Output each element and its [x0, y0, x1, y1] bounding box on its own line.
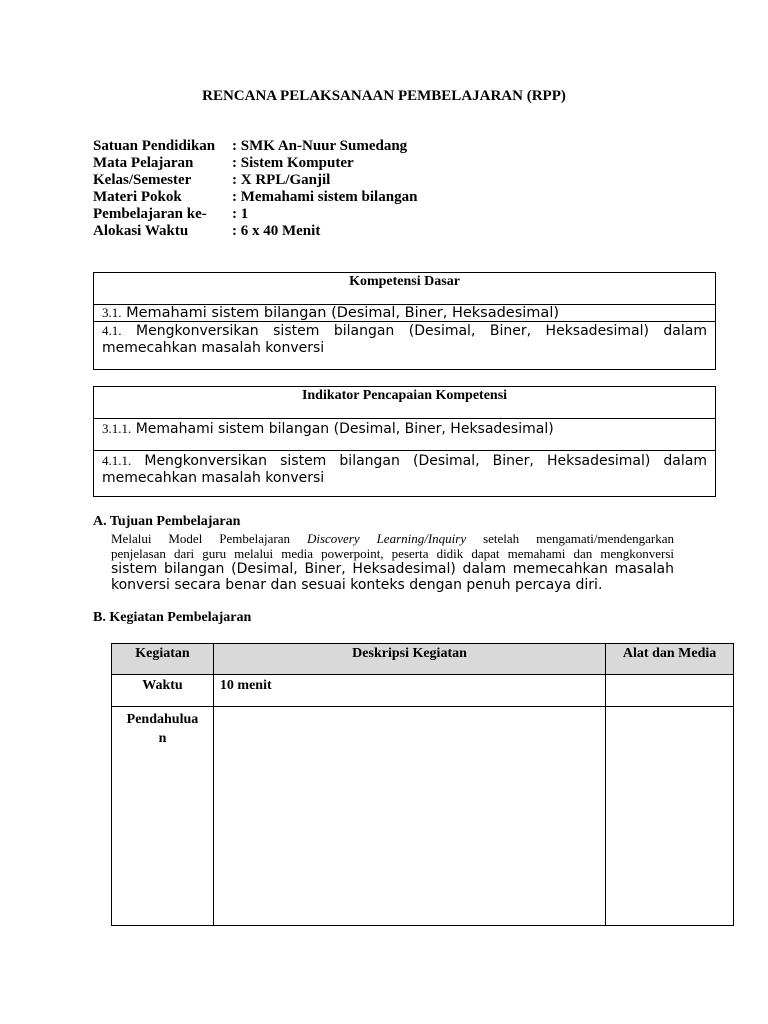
identity-value: : Sistem Komputer [232, 155, 354, 171]
identity-row [93, 138, 417, 155]
indikator-line [102, 452, 707, 470]
identity-row [93, 172, 417, 189]
kompetensi-dasar-header: Kompetensi Dasar [94, 273, 715, 305]
kompetensi-item [94, 321, 715, 369]
identity-value: : SMK An-Nuur Sumedang [232, 138, 408, 154]
identity-label: Kelas/Semester [93, 172, 192, 188]
document-title: RENCANA PELAKSANAAN PEMBELAJARAN (RPP) [202, 88, 566, 104]
kompetensi-number: 4.1. [102, 323, 122, 338]
identity-label: Mata Pelajaran [93, 155, 194, 171]
indikator-number: 4.1.1. [102, 453, 132, 468]
table-header-row [112, 644, 734, 675]
identity-value: : 1 [232, 206, 249, 222]
identity-label: Alokasi Waktu [93, 223, 189, 239]
waktu-media-cell [606, 675, 734, 707]
tujuan-text: Melalui Model Pembelajaran [111, 531, 290, 546]
pendahuluan-label [112, 707, 214, 926]
kompetensi-text: Memahami sistem bilangan (Desimal, Biner, Heksadesimal) [126, 305, 560, 321]
indikator-box [93, 386, 716, 497]
indikator-item [94, 419, 715, 450]
kompetensi-number: 3.1. [102, 305, 122, 320]
identity-row [93, 223, 417, 240]
kompetensi-item [94, 305, 715, 321]
tujuan-heading: A. Tujuan Pembelajaran [93, 514, 241, 529]
column-header-kegiatan: Kegiatan [112, 644, 214, 675]
tujuan-paragraph [111, 531, 674, 593]
identity-label: Pembelajaran ke- [93, 206, 207, 222]
table-row [112, 675, 734, 707]
tujuan-line: sistem bilangan (Desimal, Biner, Heksadesimal) dalam memecahkan masalah [111, 561, 674, 577]
kegiatan-table [111, 643, 734, 926]
kegiatan-heading: B. Kegiatan Pembelajaran [93, 610, 252, 625]
pendahuluan-deskripsi-cell [213, 707, 605, 926]
kompetensi-line [102, 322, 707, 340]
waktu-value: 10 menit [213, 675, 605, 707]
indikator-header: Indikator Pencapaian Kompetensi [94, 387, 715, 419]
identity-row [93, 206, 417, 223]
identity-value: : Memahami sistem bilangan [232, 189, 418, 205]
tujuan-text: setelah mengamati/mendengarkan [483, 531, 674, 546]
table-row [112, 707, 734, 926]
identity-value: : X RPL/Ganjil [232, 172, 331, 188]
pendahuluan-label-line: n [158, 731, 167, 746]
identity-row [93, 155, 417, 172]
pendahuluan-media-cell [606, 707, 734, 926]
kompetensi-text: Mengkonversikan sistem bilangan (Desimal, Biner, Heksadesimal) dalam [136, 323, 707, 339]
indikator-number: 3.1.1. [102, 421, 132, 436]
tujuan-line [111, 531, 674, 546]
kompetensi-text-cont: memecahkan masalah konversi [102, 340, 325, 356]
pendahuluan-label-line: Pendahulua [126, 712, 199, 727]
column-header-deskripsi: Deskripsi Kegiatan [213, 644, 605, 675]
identity-label: Satuan Pendidikan [93, 138, 216, 154]
kompetensi-dasar-box [93, 272, 716, 370]
tujuan-line: konversi secara benar dan sesuai konteks dengan penuh percaya diri. [111, 577, 603, 593]
identity-label: Materi Pokok [93, 189, 182, 205]
identity-block [93, 138, 417, 240]
indikator-text: Mengkonversikan sistem bilangan (Desimal, Biner, Heksadesimal) dalam [144, 453, 707, 469]
tujuan-model-italic: Discovery Learning/Inquiry [306, 531, 467, 546]
identity-row [93, 189, 417, 206]
indikator-text: Memahami sistem bilangan (Desimal, Biner, Heksadesimal) [135, 421, 554, 437]
tujuan-line: penjelasan dari guru melalui media powerpoint, peserta didik dapat memahami dan mengkonversi [111, 546, 674, 561]
waktu-label: Waktu [112, 675, 214, 707]
column-header-alat-media: Alat dan Media [606, 644, 734, 675]
identity-value: : 6 x 40 Menit [232, 223, 321, 239]
indikator-item [94, 450, 715, 496]
indikator-text-cont: memecahkan masalah konversi [102, 470, 325, 486]
